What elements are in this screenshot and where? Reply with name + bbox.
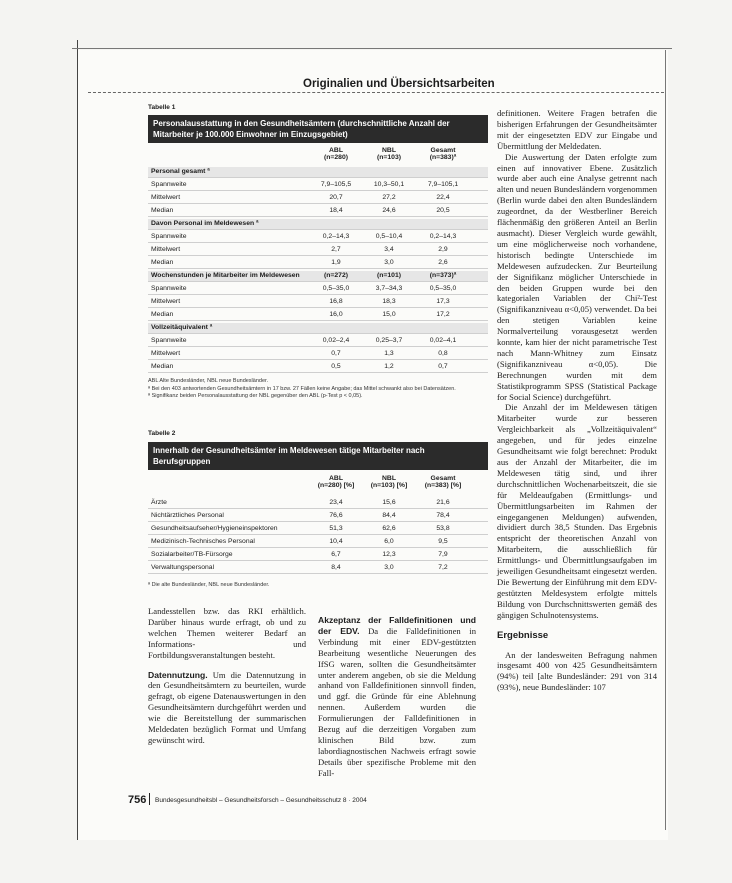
paragraph-text: Landesstellen bzw. das RKI erhältlich. Darüber hinaus wurde erfragt, ob und zu welchen Themen weiterer Bedarf an Informations- und Fortbildungsveranstaltungen besteht. [148,606,306,660]
row-label: Median [151,259,174,266]
table2-title: Innerhalb der Gesundheitsämter im Meldewesen tätige Mitarbeiter nach Berufsgruppen [148,442,488,470]
table-row [148,323,488,334]
table2-colhdr-nbl-n: (n=103) [%] [370,482,408,489]
row-label: Spannweite [151,181,187,188]
row-label: Ärzte [151,499,167,506]
table1-footnote: ABL Alte Bundesländer, NBL neue Bundesländer. [148,378,269,384]
table-row [148,524,488,535]
table-cell: 7,2 [438,564,448,571]
row-label: Sozialarbeiter/TB-Fürsorge [151,551,233,558]
table-cell: 23,4 [329,499,343,506]
table-cell: 0,25–3,7 [375,337,403,344]
table-row [148,310,488,321]
table-cell: 0,02–4,1 [429,337,457,344]
row-label: Wochenstunden je Mitarbeiter im Meldewesen [151,272,300,279]
table-cell: 62,6 [382,525,396,532]
table1-title: Personalausstattung in den Gesundheitsämtern (durchschnittliche Anzahl der Mitarbeiter je 100.000 Einwohner im Einzugsgebiet) [148,115,488,143]
row-label: Mittelwert [151,350,181,357]
table-cell: 2,9 [438,246,448,253]
paragraph-text: Die Auswertung der Daten erfolgte zum einen auf innovativer Ebene. Zusätzlich wurde aber auch eine Analyse getrennt nach alten und neuen Bundesländern vorgenommen (Berlin wurde dabei den alten Bundesländern zugeordnet, da der Westberliner Bereich flächenmäßig den größeren Anteil an Berlin ausmacht). Dieser Vergleich wurde gewählt, um eine möglicherweise noch vorhandene, historisch bedingte Unterschiede im Meldewesen aufzudecken. Zur Beurteilung der Signifikanz möglicher Unterschiede in den beiden Gruppen wurde bei den kategorialen Variablen der Chi²-Test (Signifikanzniveau α<0,05) verwendet. Da bei den stetigen Variablen keine Normalverteilung vorausgesetzt werden konnte, kam hier der nicht parametrische Test nach Mann-Whitney zum Einsatz (Signifikanzniveau α<0,05). Die Berechnungen wurden mit dem Statistikprogramm SPSS (Statistical Package for Social Science) durchgeführt. [497,151,657,402]
table-cell: 3,4 [384,246,394,253]
table-cell: 27,2 [382,194,396,201]
table-cell: (n=272) [324,272,348,279]
table-cell: 0,8 [438,350,448,357]
table-cell: 17,2 [436,311,450,318]
table-cell: 0,5–35,0 [429,285,457,292]
paragraph-text: Da die Falldefinitionen in Verbindung mit einer EDV-gestützten Bearbeitung wesentliche Neuerungen des IfSG waren, sollten die Gesundheitsämter unter anderem angeben, ob sie die Meldung anhand von Falldefinitionen sinnvoll finden, und ggf. die Gründe für eine Ablehnung nennen. Außerdem wurden die Formulierungen der Falldefinitionen in Bezug auf die derzeitigen Vorgaben zum klinischen Bild bzw. zum labordiagnostischen Nachweis erfragt sowie Details über spezifische Probleme mit den Fall- [318,625,476,778]
table-cell: 6,0 [384,538,394,545]
table-cell: (n=373)ª [429,272,457,279]
table1-colhdr-nbl-n: (n=103) [377,154,401,161]
table-cell: 0,7 [331,350,341,357]
paragraph [148,670,306,746]
table1-colhdr-abl-name: ABL [329,147,343,154]
table1-colhdr-total [423,147,463,161]
table-cell: 20,7 [329,194,343,201]
table-cell: 1,9 [331,259,341,266]
paragraph-text: Die Anzahl der im Meldewesen tätigen Mitarbeiter wurde zur besseren Vergleichbarkeit als „Vollzeitäquivalent“ angegeben, und für jedes einzelne Gesundheitsamt wie folgt berechnet: Produkt aus der Anzahl der Mitarbeiter, die im Meldewesen tätig sind, und ihrer durchschnittlichen Wochenarbeitszeit, die sie für Meldeaufgaben (Ermittlungs- und Übermittlungsarbeiten im Rahmen der eingegangenen Meldungen) aufwenden, dividiert durch 38,5 Stunden. Das Ergebnis entspricht der theoretischen Anzahl von Mitarbeitern, die ausschließlich für Ermittlungs- und Übermittlungsaufgaben im jeweiligen Gesundheitsamt eingesetzt werden. Die Bewertung der Einführung mit dem EDV-gestützten Meldesystem erfolgte mittels Bildung von Durchschnittswerten gemäß des gängigen Schulnotensystems. [497,402,657,620]
table-cell: 3,0 [384,564,394,571]
table-cell: 2,6 [438,259,448,266]
table-cell: 51,3 [329,525,343,532]
table-cell: 24,6 [382,207,396,214]
table-cell: 2,7 [331,246,341,253]
row-label: Spannweite [151,337,187,344]
table-cell: 9,5 [438,538,448,545]
paragraph-text: Um die Datennutzung in den Gesundheitsämtern zu beurteilen, wurde gefragt, ob eigene Datenauswertungen in den Gesundheitsämtern durchgeführt werden und wie die Bereitstellung der summarischen Meldedaten bezüglich Format und Umfang gewünscht wird. [148,669,306,745]
table-cell: 0,5 [331,363,341,370]
table-cell: (n=101) [377,272,401,279]
text-column-middle [318,606,476,779]
table-cell: 17,3 [436,298,450,305]
table-row [148,193,488,204]
scan-edge-top [72,48,672,49]
row-label: Mittelwert [151,298,181,305]
table2-colhdr-abl-n: (n=280) [%] [317,482,355,489]
paragraph [497,152,657,403]
table1-colhdr-nbl-name: NBL [382,147,396,154]
table-cell: 0,5–35,0 [322,285,350,292]
table2-footnote: ª Die alte Bundesländer, NBL neue Bundesländer. [148,582,270,588]
paragraph [497,650,657,694]
row-label: Medizinisch-Technisches Personal [151,538,255,545]
table-cell: 7,9–105,1 [427,181,459,188]
paragraph-heading: Datennutzung. [148,669,208,680]
table1-footnotes [148,378,488,401]
table-cell: 18,3 [382,298,396,305]
table-row [148,297,488,308]
table-cell: 6,7 [331,551,341,558]
table-cell: 0,2–14,3 [429,233,457,240]
paragraph [148,606,306,661]
running-head: Originalien und Übersichtsarbeiten [303,78,495,90]
table-cell: 1,3 [384,350,394,357]
table-row [148,271,488,282]
table-row [148,258,488,269]
table2-colhdr-nbl-name: NBL [382,475,396,482]
header-rule [88,92,664,94]
table1-colhdr-nbl [369,147,409,161]
table2-colhdr-abl [316,475,356,489]
table1-label: Tabelle 1 [148,104,176,111]
table-row [148,498,488,509]
row-label: Mittelwert [151,246,181,253]
table-cell: 20,5 [436,207,450,214]
table-cell: 16,8 [329,298,343,305]
table-row [148,206,488,217]
table-cell: 0,7 [438,363,448,370]
paragraph-text: definitionen. Weitere Fragen betrafen die bisherigen Erfahrungen der Gesundheitsämter mit der eingesetzten EDV zur Eingabe und Übermittlung der Meldedaten. [497,108,657,151]
paragraph [318,615,476,779]
table1-colhdr-abl [316,147,356,161]
table-row [148,511,488,522]
table-cell: 12,3 [382,551,396,558]
table-row [148,284,488,295]
table2-colhdr-nbl [369,475,409,489]
table-cell: 10,4 [329,538,343,545]
table1-body [148,145,488,370]
table-row [148,219,488,230]
table1-colhdr-abl-n: (n=280) [324,154,348,161]
table1-footnote: ª Bei den 403 antwortenden Gesundheitsämtern in 17 bzw. 27 Fällen keine Angabe; das Mittel schwankt also bei Datensätzen. [148,385,456,392]
table1-colhdr-total-name: Gesamt [430,147,456,154]
table-row [148,336,488,347]
table-cell: 22,4 [436,194,450,201]
text-column-right [497,108,657,693]
row-label: Nichtärztliches Personal [151,512,224,519]
table2-colhdr-total [423,475,463,489]
scan-edge-right [665,50,666,830]
row-label: Personal gesamt ª [151,168,210,175]
table-row [148,167,488,178]
table-row [148,349,488,360]
table-row [148,180,488,191]
table-row [148,537,488,548]
table-cell: 7,9 [438,551,448,558]
table-cell: 53,8 [436,525,450,532]
table-row [148,245,488,256]
footer-divider [149,793,150,805]
row-label: Gesundheitsaufseher/Hygieneinspektoren [151,525,278,532]
paragraph-text: An der landesweiten Befragung nahmen insgesamt 400 von 425 Gesundheitsämtern (94%) teil [alte Bundesländer: 291 von 314 (93%), neue Bundesländer: 107 [497,649,657,693]
row-label: Mittelwert [151,194,181,201]
table-cell: 16,0 [329,311,343,318]
paragraph [497,402,657,620]
table-cell: 84,4 [382,512,396,519]
table2-label: Tabelle 2 [148,430,176,437]
table-cell: 76,6 [329,512,343,519]
table-row [148,362,488,373]
table2-colhdr-abl-name: ABL [329,475,343,482]
row-label: Median [151,207,174,214]
text-column-left [148,606,306,746]
table-cell: 10,3–50,1 [373,181,405,188]
table-cell: 0,02–2,4 [322,337,350,344]
table-cell: 3,0 [384,259,394,266]
scan-edge-left [77,40,78,840]
table-cell: 21,6 [436,499,450,506]
table-cell: 0,2–14,3 [322,233,350,240]
page-number: 756 [128,794,147,806]
table-cell: 78,4 [436,512,450,519]
row-label: Median [151,363,174,370]
table-cell: 15,6 [382,499,396,506]
table-cell: 15,0 [382,311,396,318]
table-cell: 7,9–105,5 [320,181,352,188]
table1-footnote: ª Signifikanz beiden Personalausstattung der NBL gegenüber den ABL (p-Test p < 0,05). [148,393,363,399]
row-label: Spannweite [151,233,187,240]
paragraph [497,108,657,152]
row-label: Median [151,311,174,318]
table-row [148,232,488,243]
table-cell: 1,2 [384,363,394,370]
table-cell: 3,7–34,3 [375,285,403,292]
section-heading: Ergebnisse [497,629,549,641]
row-label: Davon Personal im Meldewesen ª [151,220,259,227]
table2-colhdr-total-n: (n=383) [%] [424,482,462,489]
table2-body [148,472,488,577]
table2-colhdr-total-name: Gesamt [430,475,456,482]
table-row [148,550,488,561]
row-label: Vollzeitäquivalent ª [151,324,213,331]
table-cell: 0,5–10,4 [375,233,403,240]
paragraph-heading: Akzeptanz der Falldefinitionen und der EDV. [318,615,476,636]
table-cell: 8,4 [331,564,341,571]
row-label: Verwaltungspersonal [151,564,215,571]
table-row [148,563,488,574]
table-cell: 18,4 [329,207,343,214]
journal-footer: Bundesgesundheitsbl – Gesundheitsforsch – Gesundheitsschutz 8 · 2004 [155,797,367,804]
row-label: Spannweite [151,285,187,292]
table1-colhdr-total-n: (n=383)ª [429,154,457,161]
